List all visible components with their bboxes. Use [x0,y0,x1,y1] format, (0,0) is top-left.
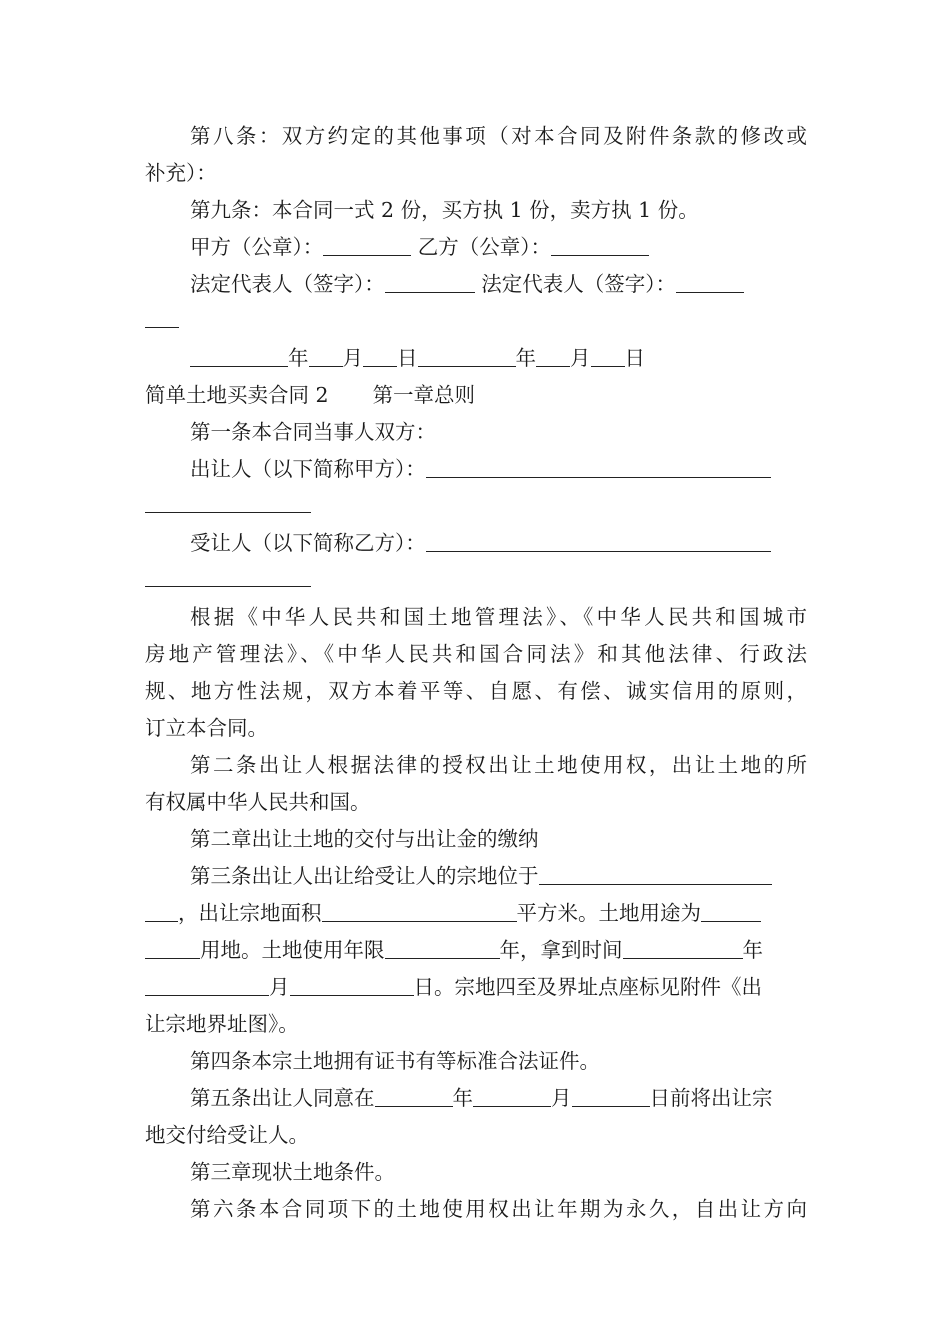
article-5-label: 第五条出让人同意在 [190,1086,375,1110]
party-b-seal-blank [551,233,649,256]
area-label: ，出让宗地面积 [178,901,322,925]
party-a-seal-label: 甲方（公章）： [190,235,324,259]
assignor-blank-cont [145,488,311,525]
chapter-2-title: 第二章出让土地的交付与出让金的缴纳 [190,827,539,851]
assignee-blank [426,529,771,552]
assignor-line [190,451,807,488]
article-3-location-label: 第三条出让人出让给受让人的宗地位于 [190,864,539,888]
assignor-label: 出让人（以下简称甲方）： [190,457,426,481]
term-blank [385,936,500,959]
date-b-month: 月 [570,346,591,370]
article-4: 第四条本宗土地拥有证书有等标准合法证件。 [190,1049,600,1073]
chapter-3-title: 第三章现状土地条件。 [190,1160,395,1184]
party-a-seal-blank [323,233,411,256]
land-use-label: 平方米。土地用途为 [516,901,701,925]
date-b-day: 日 [624,346,645,370]
assignee-blank-cont [145,562,311,599]
land-use-blank [701,899,761,922]
assignee-label: 受让人（以下简称乙方）： [190,531,426,555]
article-5-year: 年 [452,1086,473,1110]
article-6-line-1: 第六条本合同项下的土地使用权出让年期为永久，自出让方向 [190,1197,807,1221]
article-5-line-1 [190,1080,807,1117]
date-a-month: 月 [342,346,363,370]
article-3-line-1 [190,858,807,895]
date-line [190,340,807,377]
article-1: 第一条本合同当事人双方： [190,420,436,444]
contract-2-heading [145,377,807,414]
article-3-line-2 [145,895,807,932]
representative-line [190,266,807,303]
article-3-line-3 [145,932,807,969]
assignor-blank [426,455,771,478]
party-b-seal-label: 乙方（公章）： [417,235,552,259]
rep-b-blank-wrap [145,303,179,340]
acquire-time-label: 年，拿到时间 [499,938,623,962]
acquire-year-unit: 年 [742,938,763,962]
article-8-line-2: 补充）： [145,161,217,185]
seal-line [190,229,807,266]
article-3-line-5: 让宗地界址图》。 [145,1012,299,1036]
assignee-line [190,525,807,562]
date-a-year: 年 [288,346,309,370]
boundary-text: 日。宗地四至及界址点座标见附件《出 [413,975,762,999]
rep-b-blank [676,270,744,293]
rep-a-blank [385,270,475,293]
acquire-month-unit: 月 [269,975,290,999]
article-8-line-1: 第八条：双方约定的其他事项（对本合同及附件条款的修改或 [190,124,807,148]
basis-line-1: 根据《中华人民共和国土地管理法》、《中华人民共和国城市 [190,605,807,629]
article-2-line-2: 有权属中华人民共和国。 [145,790,371,814]
basis-line-2: 房地产管理法》、《中华人民共和国合同法》和其他法律、行政法 [145,642,807,666]
rep-a-label: 法定代表人（签字）： [190,272,385,296]
location-blank [539,862,772,885]
chapter-1-title: 第一章总则 [372,383,476,407]
article-9: 第九条：本合同一式 2 份，买方执 1 份，卖方执 1 份。 [190,198,699,222]
acquire-year-blank [623,936,743,959]
article-3-line-4 [145,969,807,1006]
date-b-year: 年 [515,346,536,370]
article-2-line-1: 第二条出让人根据法律的授权出让土地使用权，出让土地的所 [190,753,807,777]
basis-line-3: 规、地方性法规，双方本着平等、自愿、有偿、诚实信用的原则， [145,679,807,703]
term-label: 用地。土地使用年限 [200,938,385,962]
area-blank [322,899,517,922]
basis-line-4: 订立本合同。 [145,716,268,740]
article-5-line-2: 地交付给受让人。 [145,1123,309,1147]
article-5-day-text: 日前将出让宗 [649,1086,773,1110]
contract-2-title: 简单土地买卖合同 2 [145,383,329,407]
rep-b-label: 法定代表人（签字）： [481,272,677,296]
date-a-day: 日 [397,346,418,370]
article-5-month: 月 [551,1086,572,1110]
